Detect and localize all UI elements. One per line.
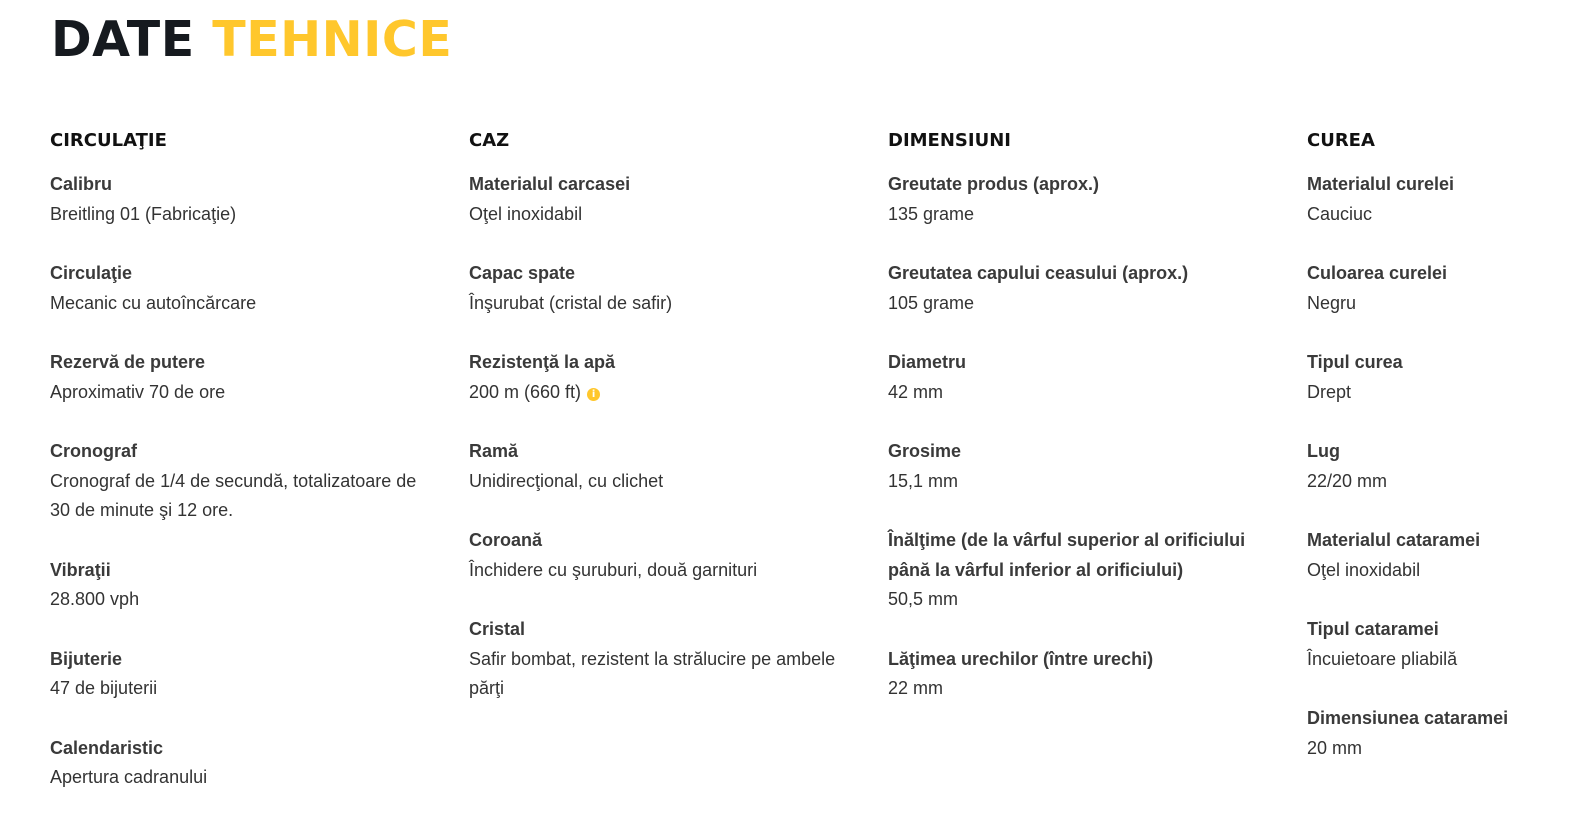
spec-value: Înşurubat (cristal de safir) (469, 292, 673, 313)
spec-value: Încuietoare pliabilă (1307, 648, 1458, 669)
spec-value: 42 mm (888, 381, 944, 402)
spec-item (888, 259, 1278, 318)
spec-item (50, 259, 440, 318)
spec-label: Rezistenţă la apă (469, 352, 616, 372)
spec-value: Unidirecţional, cu clichet (469, 470, 664, 491)
spec-label: Calendaristic (50, 737, 164, 758)
spec-label: Diametru (888, 352, 967, 372)
spec-label: Calibru (50, 174, 113, 194)
spec-column-strap (1307, 127, 1577, 793)
spec-item (888, 348, 1278, 407)
spec-value: 135 grame (888, 203, 975, 224)
spec-label: Capac spate (469, 263, 576, 283)
spec-label: Materialul cataramei (1307, 530, 1481, 550)
spec-label: Greutate produs (aprox.) (888, 174, 1100, 194)
spec-item (888, 526, 1278, 615)
spec-label: Culoarea curelei (1307, 263, 1448, 283)
page-title (51, 8, 452, 72)
spec-item (1307, 259, 1577, 318)
spec-item (1307, 437, 1577, 496)
spec-column-movement (50, 127, 440, 823)
spec-value: Breitling 01 (Fabricaţie) (50, 203, 237, 224)
spec-label: Materialul carcasei (469, 174, 631, 194)
page-title-part1: DATE (51, 11, 195, 68)
spec-value: 105 grame (888, 292, 975, 313)
spec-label: Greutatea capului ceasului (aprox.) (888, 263, 1189, 283)
spec-value: Apertura cadranului (50, 767, 208, 787)
spec-item (1307, 348, 1577, 407)
spec-value: Drept (1307, 381, 1352, 402)
spec-label: Tipul curea (1307, 352, 1403, 372)
column-heading: DIMENSIUNI (888, 130, 1011, 151)
spec-item (1307, 170, 1577, 229)
spec-value: Închidere cu şuruburi, două garnituri (469, 559, 758, 580)
info-icon[interactable]: i (587, 388, 600, 401)
spec-column-dimensions (888, 127, 1278, 734)
spec-value: Cauciuc (1307, 203, 1373, 224)
spec-item (469, 348, 859, 407)
spec-label: Vibraţii (50, 559, 111, 580)
column-heading: CAZ (469, 130, 510, 151)
spec-value: 22/20 mm (1307, 470, 1388, 491)
spec-label: Ramă (469, 441, 519, 461)
spec-item (888, 437, 1278, 496)
column-heading: CIRCULAŢIE (50, 130, 167, 151)
spec-label: Dimensiunea cataramei (1307, 708, 1509, 728)
spec-item (50, 348, 440, 407)
spec-item (1307, 526, 1577, 585)
spec-item (469, 170, 859, 229)
spec-value-text: 200 m (660 ft) (469, 381, 582, 402)
spec-item (50, 556, 440, 615)
spec-item (469, 437, 859, 496)
spec-item (50, 437, 440, 526)
spec-label: Lug (1307, 441, 1340, 461)
spec-item (1307, 615, 1577, 674)
spec-value-with-icon (469, 378, 859, 408)
spec-value: 47 de bijuterii (50, 678, 158, 698)
spec-value: 28.800 vph (50, 589, 140, 609)
spec-value: Safir bombat, rezistent la strălucire pe ambele părţi (469, 648, 836, 698)
spec-item (50, 645, 440, 704)
spec-item (888, 645, 1278, 704)
spec-value: 22 mm (888, 678, 944, 698)
spec-label: Bijuterie (50, 648, 123, 669)
spec-column-case (469, 127, 859, 734)
spec-label: Rezervă de putere (50, 352, 206, 372)
spec-value: Oţel inoxidabil (1307, 559, 1421, 580)
spec-value: Mecanic cu autoîncărcare (50, 292, 257, 313)
spec-value: 50,5 mm (888, 589, 959, 609)
spec-item (50, 170, 440, 229)
spec-label: Tipul cataramei (1307, 619, 1439, 639)
spec-item (469, 259, 859, 318)
spec-label: Cristal (469, 619, 526, 639)
spec-item (50, 734, 440, 793)
spec-label: Lăţimea urechilor (între urechi) (888, 648, 1154, 669)
spec-label: Materialul curelei (1307, 174, 1455, 194)
spec-label: Înălţime (de la vârful superior al orificiului până la vârful inferior al orificiului) (888, 530, 1246, 580)
spec-item (1307, 704, 1577, 763)
spec-label: Cronograf (50, 441, 137, 461)
spec-item (469, 615, 859, 704)
spec-value: 15,1 mm (888, 470, 959, 491)
spec-value: Aproximativ 70 de ore (50, 381, 226, 402)
spec-value: Cronograf de 1/4 de secundă, totalizatoare de 30 de minute şi 12 ore. (50, 470, 417, 520)
spec-label: Coroană (469, 530, 543, 550)
column-heading: CUREA (1307, 130, 1375, 151)
page-title-part2: TEHNICE (212, 11, 453, 68)
spec-value: 20 mm (1307, 737, 1363, 758)
spec-label: Circulaţie (50, 263, 133, 283)
tech-specs-columns (50, 127, 1591, 817)
spec-value: Oţel inoxidabil (469, 203, 583, 224)
spec-item (469, 526, 859, 585)
spec-value: Negru (1307, 292, 1357, 313)
spec-label: Grosime (888, 441, 962, 461)
spec-item (888, 170, 1278, 229)
